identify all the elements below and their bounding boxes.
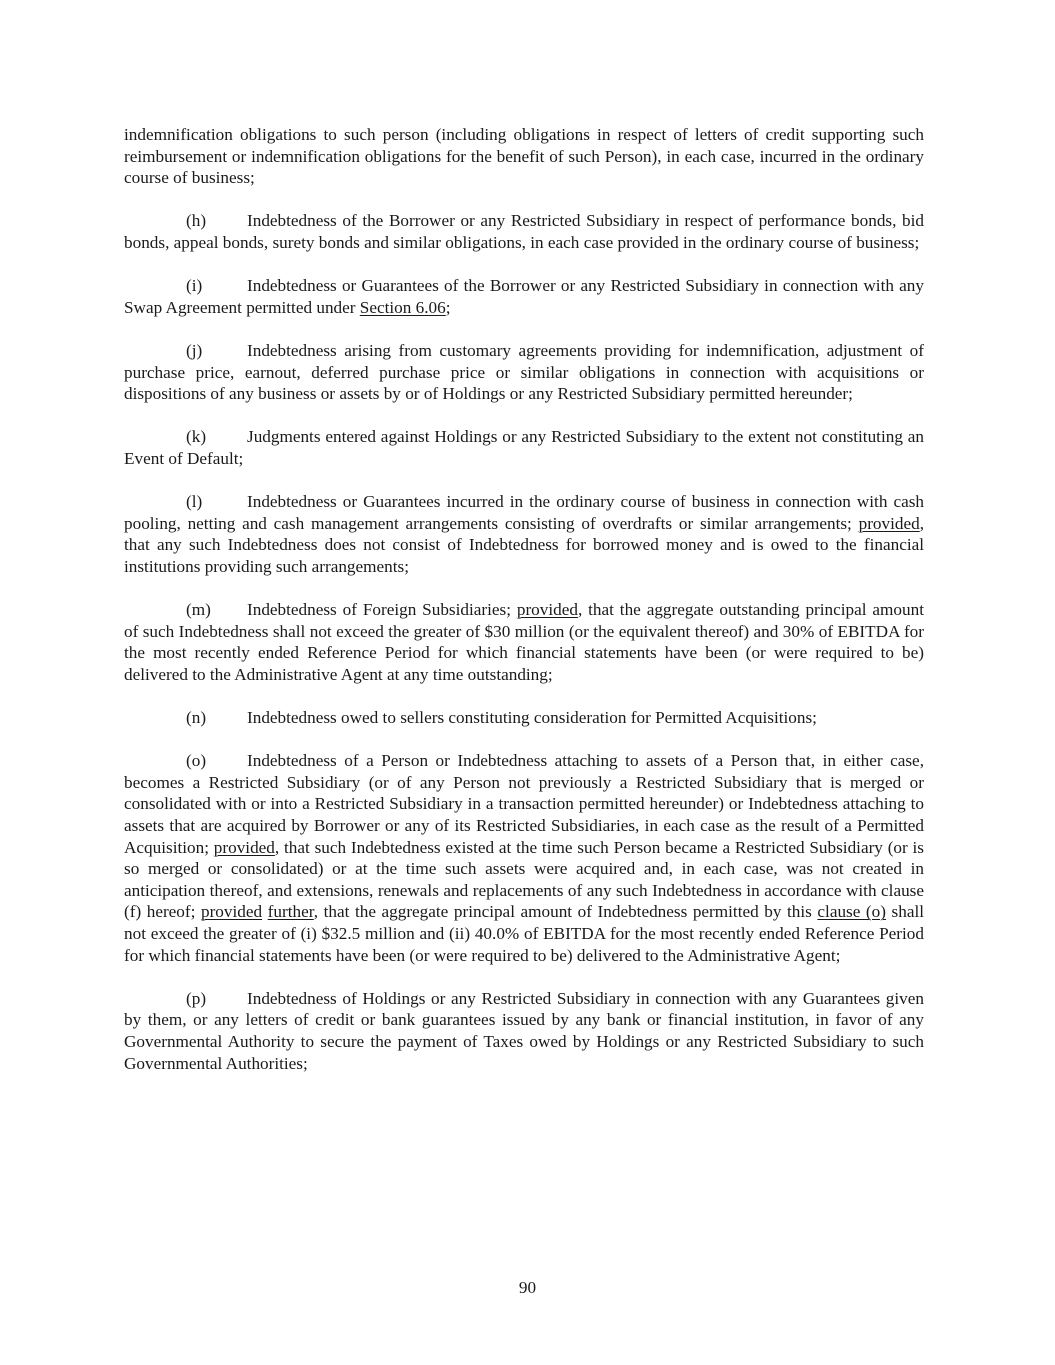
clause-text: Indebtedness of a Person or Indebtedness attaching to assets of a Person that, in either case, becomes a Restricted Subsidiary (or of any Person not previously a Restricted Subsidiary that is merged or consolidated with or into a Restricted Subsidiary in a transaction permitted hereunder) or Indebtedness attaching to assets that are acquired by Borrower or any of its Restricted Subsidiaries, in each case as the result of a Permitted Acquisition; xyxy=(124,751,924,857)
clause-text: Indebtedness owed to sellers constituting consideration for Permitted Acquisitions; xyxy=(247,708,817,728)
clause-l xyxy=(124,491,924,577)
clause-label: (k) xyxy=(186,427,207,447)
continuation-text: indemnification obligations to such person (including obligations in respect of letters of credit supporting such reimbursement or indemnification obligations for the benefit of such Person), in each case, incurred in the ordinary course of business; xyxy=(124,125,924,188)
clause-h xyxy=(124,210,924,253)
clause-text: , that such Indebtedness existed at the time such Person became a Restricted Subsidiary (or is so merged or consolidated) or at the time such assets were acquired and, in each case, was not created in anticipation thereof, and extensions, renewals and replacements of any such Indebtedness in accordance with clause (f) hereof; xyxy=(124,837,924,922)
clause-label: (p) xyxy=(186,988,207,1008)
clause-j xyxy=(124,340,924,405)
provided-term: provided xyxy=(213,837,275,857)
document-page xyxy=(124,124,924,1096)
clause-k xyxy=(124,426,924,469)
clause-text: Judgments entered against Holdings or any Restricted Subsidiary to the extent not constituting an Event of Default; xyxy=(124,427,924,468)
further-term: further xyxy=(267,902,314,922)
provided-term: provided xyxy=(516,600,578,620)
clause-text: , that the aggregate principal amount of Indebtedness permitted by this xyxy=(313,902,818,922)
clause-text: shall not exceed the greater of (i) $32.5 million and (ii) 40.0% of EBITDA for the most recently ended Reference Period for which financial statements have been (or were required to be) delivered to the Administrative Agent; xyxy=(124,902,925,965)
clause-reference: clause (o) xyxy=(817,902,886,922)
clause-label: (j) xyxy=(186,340,203,360)
page-number: 90 xyxy=(518,1278,537,1297)
provided-term: provided xyxy=(858,513,920,533)
clause-m xyxy=(124,599,924,685)
clause-text: , that any such Indebtedness does not consist of Indebtedness for borrowed money and is owed to the financial institutions providing such arrangements; xyxy=(124,513,924,576)
clause-text: Indebtedness or Guarantees incurred in the ordinary course of business in connection with cash pooling, netting and cash management arrangements consisting of overdrafts or similar arrangements; xyxy=(124,492,924,533)
clause-label: (l) xyxy=(186,492,203,512)
clause-p xyxy=(124,988,924,1074)
clause-text: Indebtedness or Guarantees of the Borrower or any Restricted Subsidiary in connection with any Swap Agreement permitted under xyxy=(124,276,924,317)
clause-i xyxy=(124,275,924,318)
clause-label: (h) xyxy=(186,211,207,231)
clause-text: Indebtedness of Holdings or any Restricted Subsidiary in connection with any Guarantees given by them, or any letters of credit or bank guarantees issued by any bank or financial institution, in favor of any Governmental Authority to secure the payment of Taxes owed by Holdings or any Restricted Subsidiary to such Governmental Authorities; xyxy=(124,988,924,1073)
clause-text: Indebtedness of the Borrower or any Restricted Subsidiary in respect of performance bonds, bid bonds, appeal bonds, surety bonds and similar obligations, in each case provided in the ordinary course of business; xyxy=(124,211,924,252)
clause-text: ; xyxy=(445,297,451,317)
provided-term: provided xyxy=(200,902,263,922)
clause-label: (i) xyxy=(186,276,203,296)
clause-text: Indebtedness arising from customary agreements providing for indemnification, adjustment of purchase price, earnout, deferred purchase price or similar obligations in connection with acquisitions or dispositions of any business or assets by or of Holdings or any Restricted Subsidiary permitted hereunder; xyxy=(124,340,924,404)
section-reference: Section 6.06 xyxy=(359,297,446,317)
clause-n xyxy=(124,707,924,729)
clause-text: Indebtedness of Foreign Subsidiaries; xyxy=(247,600,517,620)
continuation-paragraph xyxy=(124,124,924,189)
clause-label: (o) xyxy=(186,751,207,771)
clause-o xyxy=(124,750,924,966)
clause-label: (m) xyxy=(186,600,211,620)
clause-label: (n) xyxy=(186,708,207,728)
clause-text: , that the aggregate outstanding principal amount of such Indebtedness shall not exceed the greater of $30 million (or the equivalent thereof) and 30% of EBITDA for the most recently ended Reference Period for which financial statements have been (or were required to be) delivered to the Administrative Agent at any time outstanding; xyxy=(124,600,924,684)
